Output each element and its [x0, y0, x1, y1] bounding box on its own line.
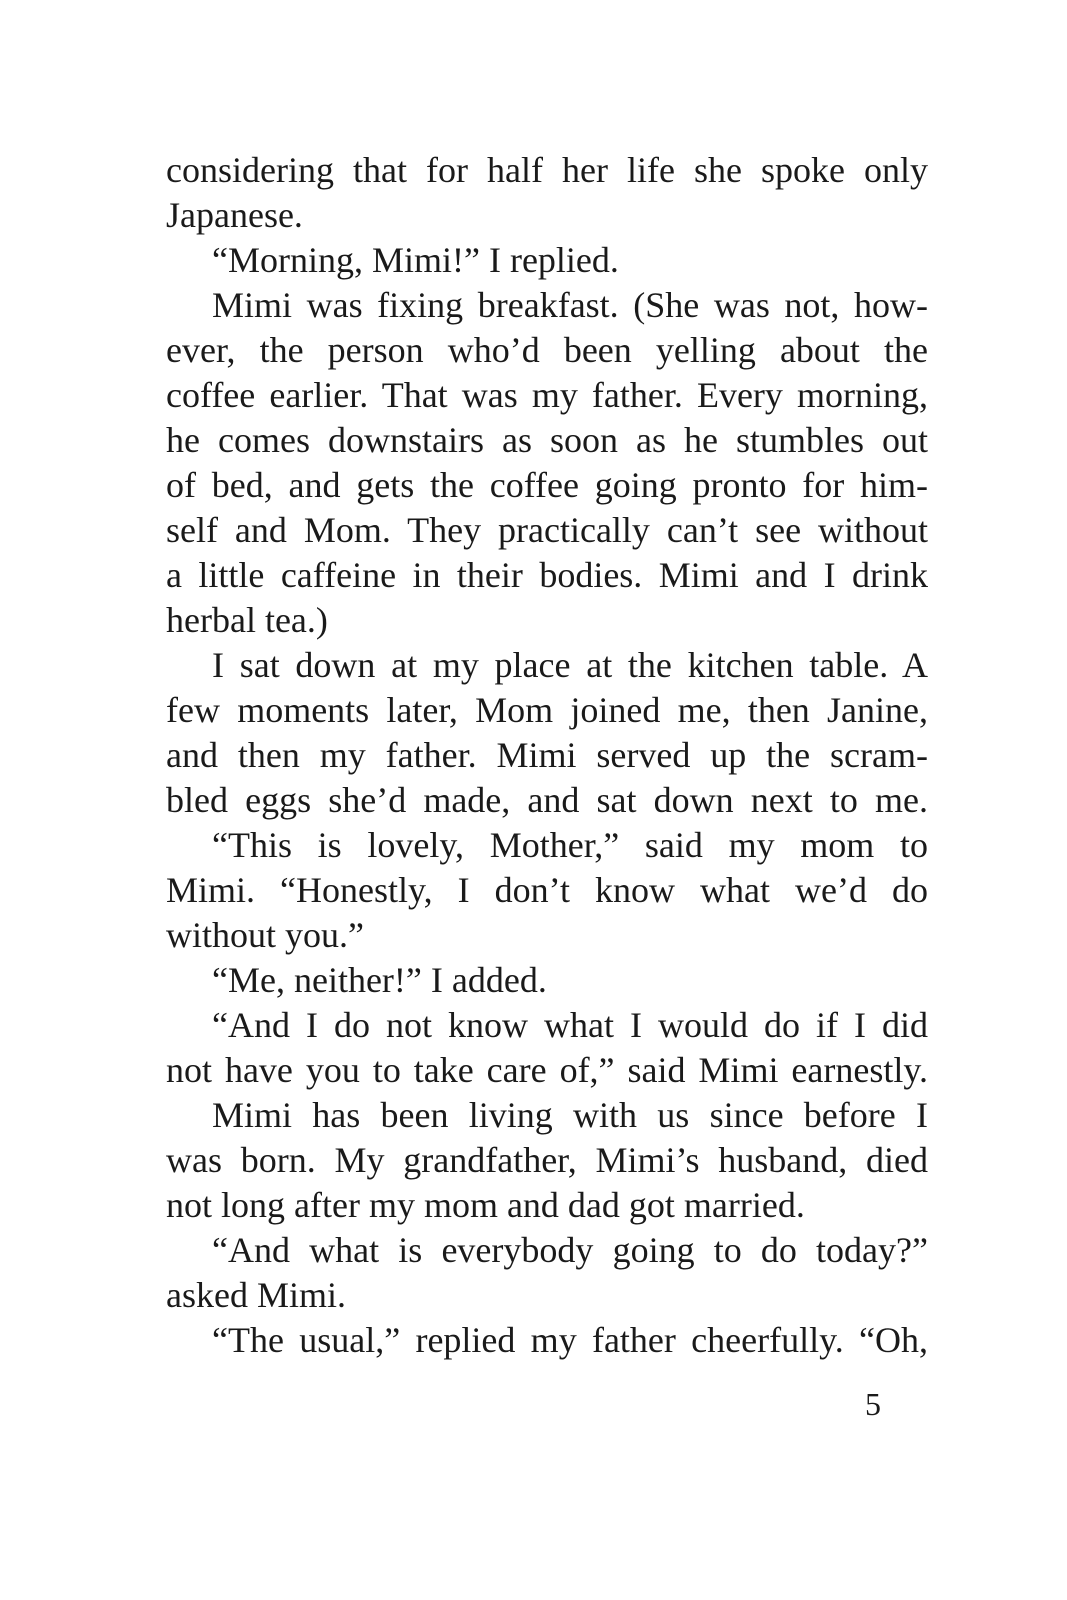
- text-line: herbal tea.): [166, 600, 328, 640]
- text-line: not long after my mom and dad got married.: [166, 1185, 805, 1225]
- text-line: ever, the person who’d been yelling about the: [166, 330, 928, 370]
- text-line: I sat down at my place at the kitchen table. A: [212, 645, 928, 685]
- text-line: Mimi was fixing breakfast. (She was not, how-: [212, 285, 928, 325]
- text-line: Japanese.: [166, 195, 303, 235]
- text-line: “Morning, Mimi!” I replied.: [212, 240, 619, 280]
- text-line: “And what is everybody going to do today?”: [212, 1230, 928, 1270]
- text-line: a little caffeine in their bodies. Mimi and I drink: [166, 555, 928, 595]
- text-line: “And I do not know what I would do if I did: [212, 1005, 928, 1045]
- text-line: asked Mimi.: [166, 1275, 346, 1315]
- text-line: he comes downstairs as soon as he stumbles out: [166, 420, 928, 460]
- text-line: self and Mom. They practically can’t see without: [166, 510, 928, 550]
- text-line: not have you to take care of,” said Mimi earnestly.: [166, 1050, 928, 1090]
- body-text: [166, 148, 928, 1363]
- text-line: “This is lovely, Mother,” said my mom to: [212, 825, 928, 865]
- text-line: bled eggs she’d made, and sat down next to me.: [166, 780, 928, 820]
- text-line: considering that for half her life she spoke only: [166, 150, 928, 190]
- text-line: without you.”: [166, 915, 364, 955]
- text-line: and then my father. Mimi served up the scram-: [166, 735, 928, 775]
- page-number: 5: [865, 1386, 881, 1422]
- text-line: Mimi has been living with us since before I: [212, 1095, 928, 1135]
- text-line: few moments later, Mom joined me, then Janine,: [166, 690, 928, 730]
- text-line: was born. My grandfather, Mimi’s husband, died: [166, 1140, 928, 1180]
- text-line: “The usual,” replied my father cheerfully. “Oh,: [212, 1320, 928, 1360]
- text-line: Mimi. “Honestly, I don’t know what we’d do: [166, 870, 928, 910]
- text-line: coffee earlier. That was my father. Every morning,: [166, 375, 928, 415]
- text-line: “Me, neither!” I added.: [212, 960, 547, 1000]
- text-line: of bed, and gets the coffee going pronto for him-: [166, 465, 928, 505]
